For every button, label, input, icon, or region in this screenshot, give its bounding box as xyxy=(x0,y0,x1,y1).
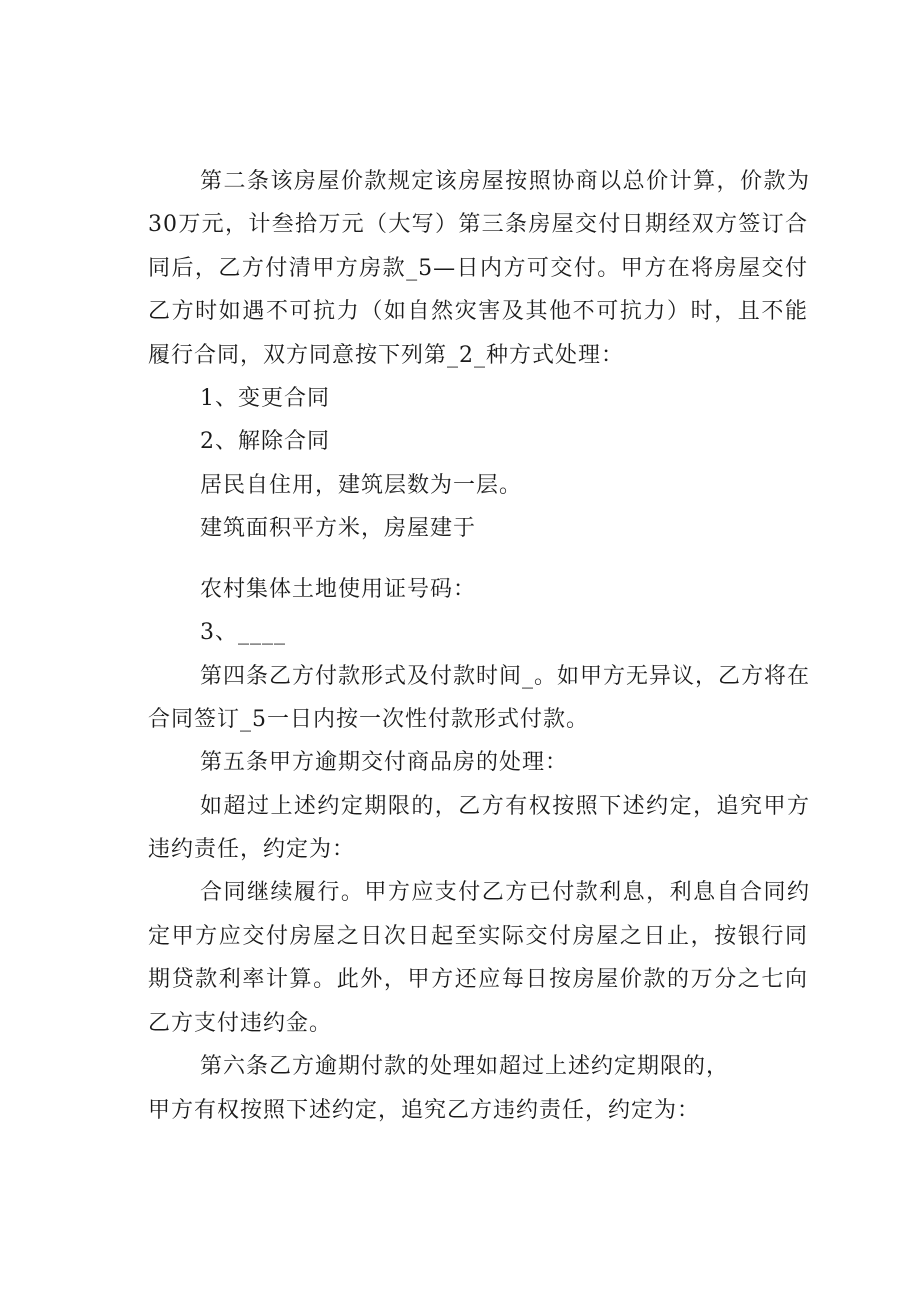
text-line: 期贷款利率计算。此外，甲方还应每日按房屋价款的万分之七向 xyxy=(148,967,808,992)
text-line: 农村集体土地使用证号码： xyxy=(200,577,477,602)
text-line: 合同签订_5一日内按一次性付款形式付款。 xyxy=(148,707,589,732)
text-line: 乙方时如遇不可抗力（如自然灾害及其他不可抗力）时，且不能 xyxy=(148,299,808,324)
text-line: 履行合同，双方同意按下列第_2_种方式处理： xyxy=(148,343,624,368)
text-line: 乙方支付违约金。 xyxy=(148,1011,333,1036)
text-line: 定甲方应交付房屋之日次日起至实际交付房屋之日止，按银行同 xyxy=(148,924,808,949)
text-line: 合同继续履行。甲方应支付乙方已付款利息，利息自合同约 xyxy=(200,880,810,905)
list-item: 1、变更合同 xyxy=(200,386,330,411)
text-line: 同后，乙方付清甲方房款_5—日内方可交付。甲方在将房屋交付 xyxy=(148,256,808,281)
text-line: 违约责任，约定为： xyxy=(148,837,356,862)
section-heading: 第五条甲方逾期交付商品房的处理： xyxy=(200,750,569,775)
list-item: 2、解除合同 xyxy=(200,429,330,454)
text-line: 甲方有权按照下述约定，追究乙方违约责任，约定为： xyxy=(148,1098,701,1123)
text-line: 第六条乙方逾期付款的处理如超过上述约定期限的， xyxy=(200,1054,730,1079)
text-line: 如超过上述约定期限的，乙方有权按照下述约定，追究甲方 xyxy=(200,794,810,819)
text-line: 第四条乙方付款形式及付款时间_。如甲方无异议，乙方将在 xyxy=(200,664,811,689)
text-line: 第二条该房屋价款规定该房屋按照协商以总价计算，价款为 xyxy=(200,169,810,194)
text-line: 居民自住用，建筑层数为一层。 xyxy=(200,473,523,498)
text-line: 建筑面积平方米，房屋建于 xyxy=(200,516,477,541)
list-item: 3、____ xyxy=(200,620,286,645)
text-line: 30万元，计叁拾万元（大写）第三条房屋交付日期经双方签订合 xyxy=(148,212,808,237)
